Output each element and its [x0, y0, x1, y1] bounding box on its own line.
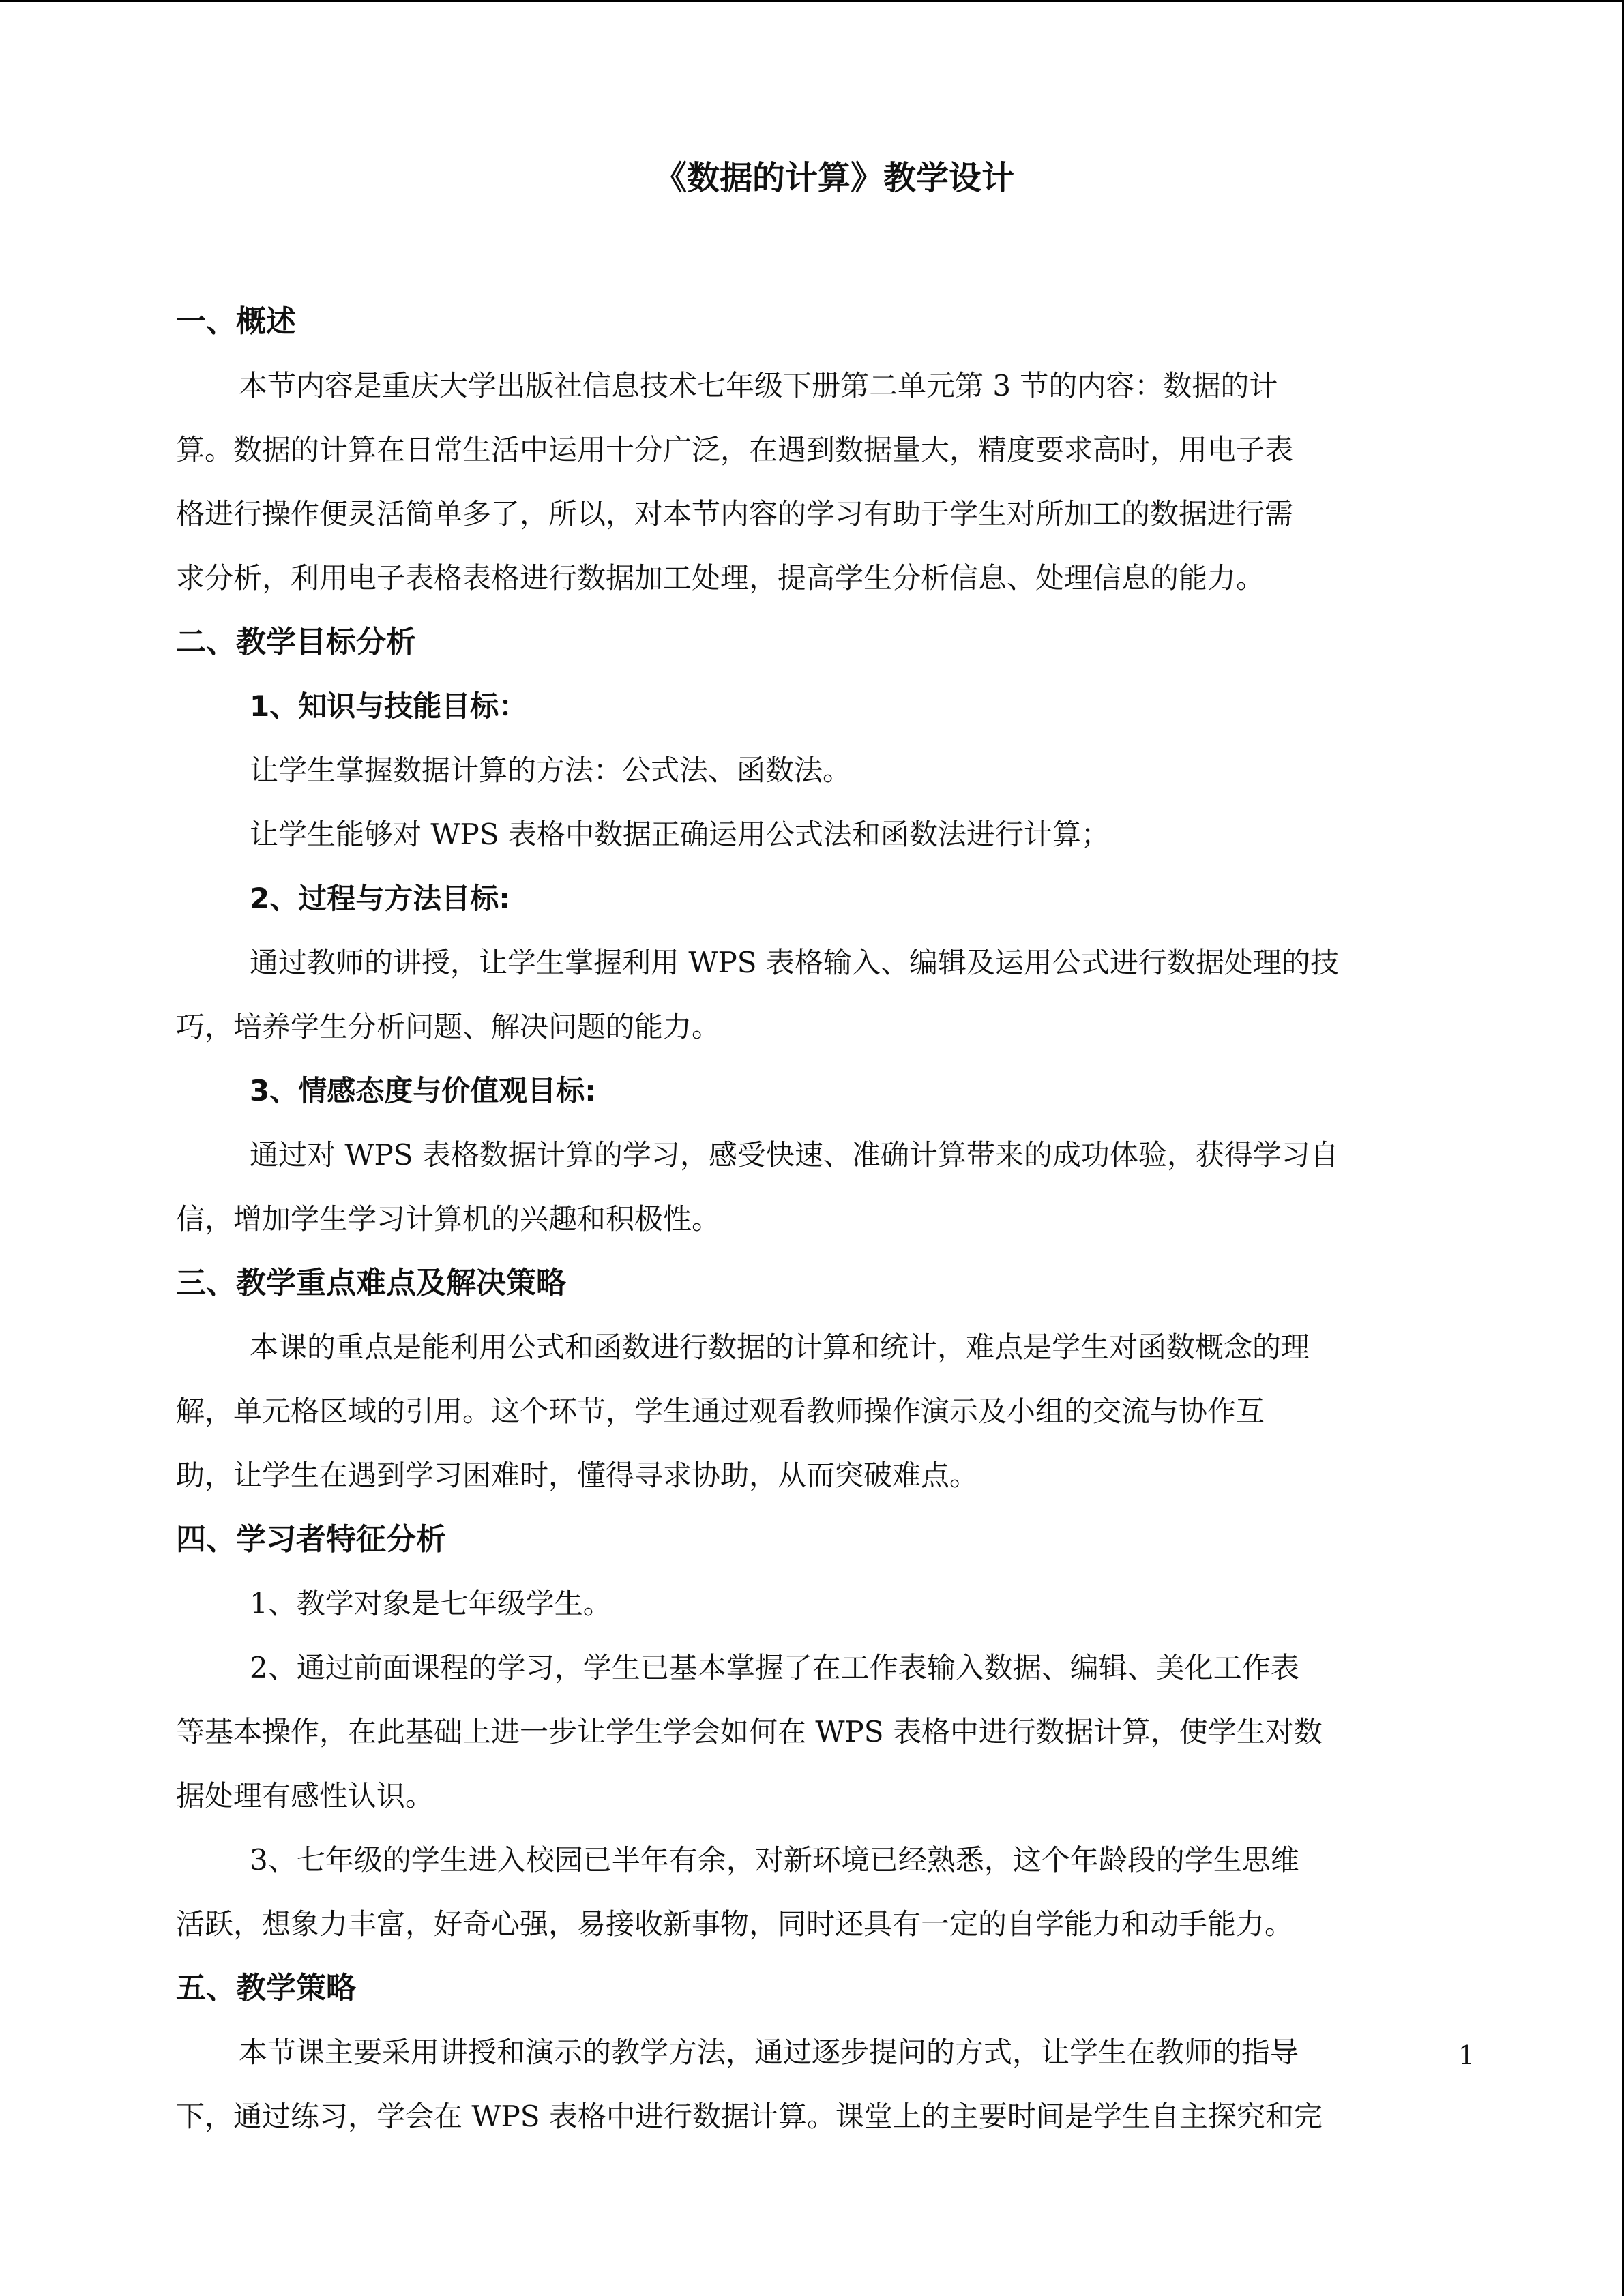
process-paragraph: [176, 931, 1465, 1059]
paragraph-line: 格进行操作便灵活简单多了，所以，对本节内容的学习有助于学生对所加工的数据进行需: [176, 497, 1294, 531]
paragraph-line: 求分析，利用电子表格表格进行数据加工处理，提高学生分析信息、处理信息的能力。: [176, 561, 1265, 595]
document-body: [176, 290, 1465, 2149]
knowledge-paragraph-2: [176, 803, 1465, 867]
paragraph-line: 信，增加学生学习计算机的兴趣和积极性。: [176, 1202, 721, 1236]
paragraph-line: 本节课主要采用讲授和演示的教学方法，通过逐步提问的方式，让学生在教师的指导: [239, 2036, 1299, 2069]
paragraph-line: 算。数据的计算在日常生活中运用十分广泛，在遇到数据量大，精度要求高时，用电子表: [176, 433, 1294, 466]
learner-paragraph-1: [176, 1572, 1465, 1636]
paragraph-line: 通过教师的讲授，让学生掌握利用 WPS 表格输入、编辑及运用公式进行数据处理的技: [250, 946, 1339, 979]
page-number: 1: [1458, 2040, 1475, 2070]
subheading-process-method: 2、过程与方法目标:: [250, 882, 511, 915]
paragraph-line: 本节内容是重庆大学出版社信息技术七年级下册第二单元第 3 节的内容：数据的计: [239, 369, 1278, 402]
section-heading-learner-analysis: 四、学习者特征分析: [176, 1522, 446, 1557]
paragraph-line: 等基本操作，在此基础上进一步让学生学会如何在 WPS 表格中进行数据计算，使学生对数: [176, 1715, 1323, 1748]
learner-paragraph-3: [176, 1828, 1465, 1956]
section-heading-key-points: 三、教学重点难点及解决策略: [176, 1266, 566, 1300]
learner-paragraph-2: [176, 1636, 1465, 1828]
paragraph-line: 据处理有感性认识。: [176, 1779, 434, 1813]
subheading-attitude-values: 3、情感态度与价值观目标:: [250, 1074, 597, 1107]
paragraph-line: 巧，培养学生分析问题、解决问题的能力。: [176, 1010, 721, 1043]
strategy-paragraph: [176, 2021, 1465, 2149]
paragraph-line: 助，让学生在遇到学习困难时，懂得寻求协助，从而突破难点。: [176, 1459, 979, 1492]
overview-paragraph: [176, 354, 1465, 610]
paragraph-line: 下，通过练习，学会在 WPS 表格中进行数据计算。课堂上的主要时间是学生自主探究和完: [176, 2100, 1323, 2133]
section-heading-objectives: 二、教学目标分析: [176, 625, 416, 659]
key-points-paragraph: [176, 1315, 1465, 1508]
paragraph-line: 让学生掌握数据计算的方法：公式法、函数法。: [250, 754, 852, 787]
paragraph-line: 让学生能够对 WPS 表格中数据正确运用公式法和函数法进行计算；: [250, 818, 1110, 851]
paragraph-line: 1、教学对象是七年级学生。: [250, 1587, 612, 1620]
paragraph-line: 活跃，想象力丰富，好奇心强，易接收新事物，同时还具有一定的自学能力和动手能力。: [176, 1907, 1294, 1941]
attitude-paragraph: [176, 1123, 1465, 1251]
paragraph-line: 通过对 WPS 表格数据计算的学习，感受快速、准确计算带来的成功体验，获得学习自: [250, 1138, 1339, 1172]
knowledge-paragraph-1: [176, 739, 1465, 803]
paragraph-line: 本课的重点是能利用公式和函数进行数据的计算和统计，难点是学生对函数概念的理: [250, 1330, 1310, 1364]
subheading-knowledge-skills: 1、知识与技能目标：: [250, 689, 528, 723]
section-heading-strategy: 五、教学策略: [176, 1971, 356, 2006]
paragraph-line: 解，单元格区域的引用。这个环节，学生通过观看教师操作演示及小组的交流与协作互: [176, 1395, 1265, 1428]
section-heading-overview: 一、概述: [176, 304, 296, 339]
paragraph-line: 3、七年级的学生进入校园已半年有余，对新环境已经熟悉，这个年龄段的学生思维: [250, 1843, 1299, 1877]
paragraph-line: 2、通过前面课程的学习，学生已基本掌握了在工作表输入数据、编辑、美化工作表: [250, 1651, 1299, 1684]
document-title: 《数据的计算》教学设计: [653, 159, 1014, 197]
